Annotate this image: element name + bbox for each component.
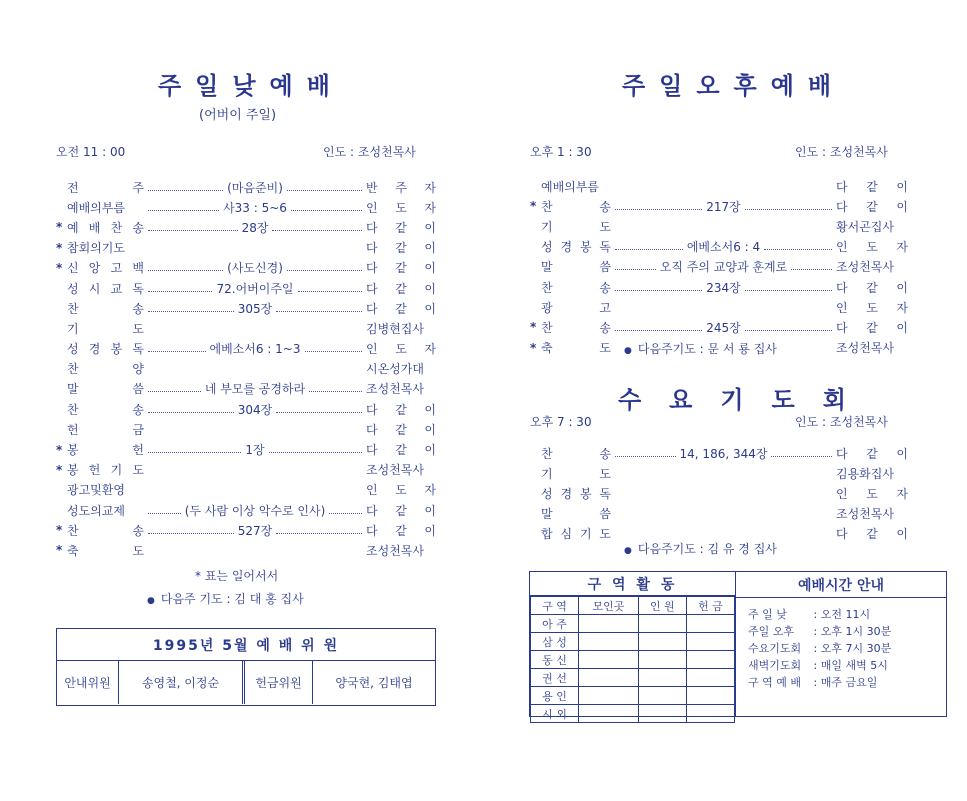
morning-order-list — [56, 177, 436, 561]
schedule-value: 오후 7시 30분 — [820, 642, 892, 655]
order-person: 조성천목사 — [836, 260, 894, 275]
district-cell — [579, 633, 639, 651]
wednesday-next-prayer-text: 다음주기도 : 김 유 경 집사 — [637, 542, 777, 556]
standing-note: * 표는 일어서서 — [195, 569, 279, 583]
district-row — [531, 615, 735, 633]
order-content: 네 부모를 공경하라 — [204, 382, 306, 397]
leader-dots — [611, 493, 836, 494]
order-row — [530, 504, 908, 524]
leader-dots — [611, 473, 836, 474]
schedule-label: 주 일 낮 — [748, 608, 787, 621]
order-row — [530, 463, 908, 483]
district-cell — [686, 705, 734, 723]
order-content: 14, 186, 344장 — [679, 446, 768, 461]
order-row — [56, 318, 436, 338]
schedule-separator: : — [810, 642, 821, 655]
leader-dots — [611, 279, 836, 296]
district-column-header: 인 원 — [638, 597, 686, 615]
order-content: 1장 — [245, 443, 265, 458]
order-person: 인 도 자 — [366, 200, 436, 215]
district-column-header: 헌 금 — [686, 597, 734, 615]
order-label: 기 도 — [67, 321, 144, 336]
afternoon-order-list — [530, 176, 908, 358]
order-content: 304장 — [237, 402, 273, 417]
order-label: 기 도 — [541, 219, 611, 234]
morning-service-subtitle: (어버이 주일) — [199, 108, 277, 123]
order-content: 217장 — [706, 199, 741, 214]
order-label: 찬 송 — [541, 446, 611, 461]
order-row — [56, 258, 436, 278]
district-row — [531, 687, 735, 705]
schedule-item — [748, 640, 946, 657]
order-person: 인 도 자 — [836, 240, 908, 255]
leader-dots — [144, 259, 366, 276]
leader-dots — [611, 513, 836, 514]
committee-heading: 1995년 5월 예 배 위 원 — [57, 629, 435, 661]
district-cell — [686, 615, 734, 633]
order-person: 황서곤집사 — [836, 219, 894, 234]
order-label: 광고및환영 — [67, 483, 125, 498]
district-name: 아 주 — [531, 615, 579, 633]
district-activity-panel — [530, 572, 736, 721]
afternoon-service-leader: 인도 : 조성천목사 — [795, 145, 888, 159]
district-row — [531, 651, 735, 669]
order-person: 시온성가대 — [366, 362, 424, 377]
order-label: 말 씀 — [541, 260, 611, 275]
order-label: 성 경 봉 독 — [541, 486, 611, 501]
order-row — [530, 443, 908, 463]
district-cell — [579, 687, 639, 705]
order-person: 다 같 이 — [836, 199, 908, 214]
district-row — [531, 633, 735, 651]
order-person: 조성천목사 — [836, 507, 894, 522]
district-cell — [686, 633, 734, 651]
district-heading: 구 역 활 동 — [530, 572, 735, 596]
leader-dots — [611, 445, 836, 462]
order-person: 다 같 이 — [836, 280, 908, 295]
leader-dots — [144, 199, 366, 216]
schedule-label: 수요기도회 — [748, 642, 802, 655]
morning-service-leader: 인도 : 조성천목사 — [323, 145, 416, 159]
schedule-value: 매일 새벽 5시 — [820, 659, 888, 672]
order-row — [56, 379, 436, 399]
order-person: 다 같 이 — [836, 527, 908, 542]
order-row — [56, 500, 436, 520]
order-label: 성 경 봉 독 — [541, 240, 611, 255]
order-label: 헌 금 — [67, 422, 144, 437]
order-person: 조성천목사 — [366, 463, 424, 478]
order-label: 성 경 봉 독 — [67, 342, 144, 357]
leader-dots — [611, 258, 836, 275]
standing-mark: * — [56, 240, 63, 255]
district-name: 권 선 — [531, 669, 579, 687]
bullet-icon: ● — [624, 546, 632, 556]
wednesday-service-title: 수요기도회 — [618, 386, 874, 414]
order-row — [56, 359, 436, 379]
order-row — [56, 217, 436, 237]
district-cell — [579, 705, 639, 723]
leader-dots — [144, 179, 366, 196]
schedule-item — [748, 623, 946, 640]
order-row — [56, 419, 436, 439]
order-row — [56, 460, 436, 480]
leader-dots — [144, 340, 366, 357]
schedule-item — [748, 657, 946, 674]
bullet-icon: ● — [147, 596, 155, 606]
order-content: 234장 — [706, 280, 741, 295]
order-label: 찬 양 — [67, 362, 144, 377]
order-row — [56, 298, 436, 318]
committee-box — [56, 628, 436, 706]
schedule-separator: : — [810, 659, 821, 672]
leader-dots — [611, 186, 836, 187]
district-name: 용 인 — [531, 687, 579, 705]
morning-service-time: 오전 11 : 00 — [56, 145, 126, 159]
district-cell — [638, 687, 686, 705]
order-row — [56, 540, 436, 560]
order-label: 찬 송 — [67, 301, 144, 316]
standing-mark: * — [56, 543, 63, 558]
order-person: 인 도 자 — [836, 486, 908, 501]
order-label: 합 심 기 도 — [541, 527, 611, 542]
leader-dots — [144, 522, 366, 539]
order-row — [56, 439, 436, 459]
order-row — [530, 257, 908, 277]
afternoon-next-prayer-note — [624, 340, 777, 357]
district-cell — [638, 633, 686, 651]
afternoon-service-time: 오후 1 : 30 — [530, 145, 592, 159]
order-label: 봉 헌 — [67, 443, 144, 458]
wednesday-order-list — [530, 443, 908, 544]
order-label: 찬 송 — [541, 280, 611, 295]
order-label: 예배의부름 — [541, 179, 599, 194]
district-cell — [579, 669, 639, 687]
order-person: 다 같 이 — [366, 220, 436, 235]
leader-dots — [144, 502, 366, 519]
leader-dots — [611, 533, 836, 534]
leader-dots — [611, 198, 836, 215]
standing-mark: * — [530, 320, 537, 335]
order-person: 다 같 이 — [366, 443, 436, 458]
standing-mark: * — [56, 220, 63, 235]
order-content: (두 사람 이상 악수로 인사) — [184, 503, 326, 518]
standing-mark: * — [530, 199, 537, 214]
order-content: 72.어버이주일 — [216, 281, 294, 296]
order-label: 말 씀 — [541, 507, 611, 522]
wednesday-next-prayer-note — [624, 540, 777, 557]
schedule-item — [748, 674, 946, 691]
order-person: 조성천목사 — [366, 382, 424, 397]
order-person: 인 도 자 — [366, 342, 436, 357]
committee-cell: 양국현, 김태엽 — [335, 676, 413, 690]
schedule-label: 구 역 예 배 — [748, 676, 801, 689]
district-cell — [686, 669, 734, 687]
order-label: 찬 송 — [67, 402, 144, 417]
morning-service-title: 주일낮예배 — [158, 72, 344, 100]
next-week-prayer-note — [147, 590, 304, 607]
committee-row — [57, 661, 435, 704]
order-person: 조성천목사 — [366, 543, 424, 558]
order-row — [56, 399, 436, 419]
schedule-label: 주일 오후 — [748, 625, 795, 638]
schedule-label: 새벽기도회 — [748, 659, 802, 672]
bullet-icon: ● — [624, 346, 632, 356]
order-label: 기 도 — [541, 466, 611, 481]
order-row — [56, 238, 436, 258]
standing-mark: * — [56, 523, 63, 538]
wednesday-service-time: 오후 7 : 30 — [530, 415, 592, 429]
leader-dots — [144, 328, 366, 329]
schedule-item — [748, 606, 946, 623]
order-person: 다 같 이 — [366, 301, 436, 316]
order-row — [530, 483, 908, 503]
leader-dots — [611, 319, 836, 336]
order-label: 말 씀 — [67, 382, 144, 397]
order-person: 다 같 이 — [366, 261, 436, 276]
order-label: 찬 송 — [67, 523, 144, 538]
order-label: 찬 송 — [541, 320, 611, 335]
leader-dots — [144, 380, 366, 397]
order-label: 성 시 교 독 — [67, 281, 144, 296]
leader-dots — [144, 429, 366, 430]
order-content: 에베소서6 : 1~3 — [209, 342, 301, 357]
right-page — [483, 0, 967, 801]
order-label: 신 앙 고 백 — [67, 261, 144, 276]
district-table — [530, 596, 735, 723]
schedule-separator: : — [810, 625, 821, 638]
standing-mark: * — [56, 442, 63, 457]
district-name: 삼 성 — [531, 633, 579, 651]
order-row — [530, 297, 908, 317]
order-person: 다 같 이 — [366, 281, 436, 296]
afternoon-next-prayer-text: 다음주기도 : 문 서 룡 집사 — [637, 342, 777, 356]
schedule-list — [736, 598, 946, 691]
order-person: 다 같 이 — [836, 320, 908, 335]
standing-mark: * — [56, 260, 63, 275]
order-row — [530, 216, 908, 236]
committee-cell: 헌금위원 — [245, 661, 313, 704]
order-person: 다 같 이 — [836, 179, 908, 194]
schedule-value: 오전 11시 — [820, 608, 871, 621]
order-person: 다 같 이 — [836, 446, 908, 461]
leader-dots — [611, 226, 836, 227]
order-person: 김병현집사 — [366, 321, 424, 336]
order-person: 반 주 자 — [366, 180, 436, 195]
order-label: 축 도 — [541, 341, 611, 356]
afternoon-service-title: 주일오후예배 — [622, 72, 846, 100]
district-cell — [686, 651, 734, 669]
leader-dots — [611, 238, 836, 255]
schedule-separator: : — [810, 608, 821, 621]
next-week-prayer-text: 다음주 기도 : 김 대 홍 집사 — [160, 592, 304, 606]
standing-mark: * — [56, 462, 63, 477]
order-person: 다 같 이 — [366, 402, 436, 417]
order-row — [530, 237, 908, 257]
order-row — [56, 480, 436, 500]
order-row — [56, 278, 436, 298]
order-label: 예 배 찬 송 — [67, 220, 144, 235]
schedule-separator: : — [810, 676, 821, 689]
order-label: 참회의기도 — [67, 241, 125, 256]
order-label: 광 고 — [541, 300, 611, 315]
order-row — [56, 520, 436, 540]
district-cell — [638, 615, 686, 633]
schedule-heading: 예배시간 안내 — [736, 572, 946, 598]
district-column-header: 모인곳 — [579, 597, 639, 615]
committee-cell: 안내위원 — [57, 661, 119, 704]
leader-dots — [144, 401, 366, 418]
order-label: 축 도 — [67, 543, 144, 558]
order-row — [530, 196, 908, 216]
order-person: 다 같 이 — [366, 523, 436, 538]
order-person: 인 도 자 — [366, 483, 436, 498]
order-content: 527장 — [237, 523, 273, 538]
order-row — [530, 176, 908, 196]
district-cell — [638, 669, 686, 687]
order-person: 김용화집사 — [836, 466, 894, 481]
order-person: 다 같 이 — [366, 503, 436, 518]
district-column-header: 구 역 — [531, 597, 579, 615]
order-content: 사33 : 5~6 — [223, 200, 287, 215]
order-content: 에베소서6 : 4 — [686, 240, 761, 255]
order-person: 조성천목사 — [836, 341, 894, 356]
order-content: (사도신경) — [227, 261, 283, 276]
leader-dots — [144, 550, 366, 551]
district-cell — [638, 651, 686, 669]
order-content: 28장 — [241, 220, 269, 235]
district-cell — [638, 705, 686, 723]
order-person: 인 도 자 — [836, 300, 908, 315]
schedule-value: 매주 금요일 — [820, 676, 878, 689]
order-row — [56, 339, 436, 359]
order-row — [56, 197, 436, 217]
order-row — [56, 177, 436, 197]
order-content: 245장 — [706, 320, 741, 335]
order-label: 봉 헌 기 도 — [67, 463, 144, 478]
order-person: 다 같 이 — [366, 422, 436, 437]
leader-dots — [144, 247, 366, 248]
order-label: 찬 송 — [541, 199, 611, 214]
standing-mark: * — [530, 340, 537, 355]
leader-dots — [144, 469, 366, 470]
district-cell — [579, 615, 639, 633]
leader-dots — [144, 368, 366, 369]
leader-dots — [144, 489, 366, 490]
schedule-panel — [736, 572, 946, 716]
order-label: 전 주 — [67, 180, 144, 195]
district-row — [531, 669, 735, 687]
leader-dots — [144, 441, 366, 458]
leader-dots — [144, 300, 366, 317]
district-cell — [686, 687, 734, 705]
order-content: 305장 — [237, 301, 273, 316]
order-row — [530, 277, 908, 297]
district-name: 시 외 — [531, 705, 579, 723]
left-page — [0, 0, 483, 801]
order-row — [530, 317, 908, 337]
district-cell — [579, 651, 639, 669]
order-label: 예배의부름 — [67, 200, 125, 215]
bottom-info-box — [529, 571, 947, 721]
committee-cell: 송영철, 이정순 — [119, 661, 245, 704]
schedule-value: 오후 1시 30분 — [820, 625, 892, 638]
wednesday-service-leader: 인도 : 조성천목사 — [795, 415, 888, 429]
district-header-row — [531, 597, 735, 615]
leader-dots — [144, 280, 366, 297]
district-row — [531, 705, 735, 723]
leader-dots — [144, 219, 366, 236]
district-name: 동 신 — [531, 651, 579, 669]
leader-dots — [611, 307, 836, 308]
order-content: 오직 주의 교양과 훈계로 — [659, 260, 788, 275]
order-label: 성도의교제 — [67, 503, 125, 518]
order-content: (마음준비) — [227, 180, 283, 195]
order-person: 다 같 이 — [366, 241, 436, 256]
